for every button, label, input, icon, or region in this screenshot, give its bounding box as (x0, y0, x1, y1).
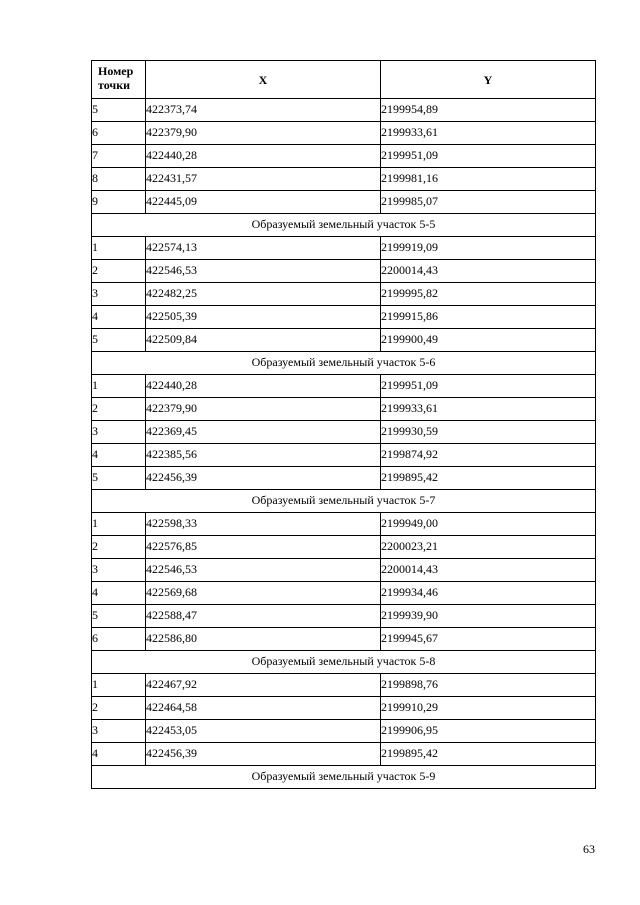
x-coordinate-cell: 422373,74 (146, 99, 381, 122)
point-number-cell: 8 (92, 168, 146, 191)
x-coordinate-cell: 422588,47 (146, 605, 381, 628)
y-coordinate-cell: 2199951,09 (381, 375, 596, 398)
table-row (92, 260, 596, 283)
x-coordinate-cell: 422576,85 (146, 536, 381, 559)
table-row (92, 329, 596, 352)
y-coordinate-cell: 2199919,09 (381, 237, 596, 260)
point-number-cell: 3 (92, 559, 146, 582)
point-number-cell: 6 (92, 122, 146, 145)
section-title: Образуемый земельный участок 5-9 (92, 766, 596, 789)
table-row (92, 743, 596, 766)
y-coordinate-cell: 2199949,00 (381, 513, 596, 536)
point-number-cell: 4 (92, 444, 146, 467)
point-number-cell: 6 (92, 628, 146, 651)
point-number-cell: 3 (92, 720, 146, 743)
point-number-cell: 5 (92, 329, 146, 352)
x-coordinate-cell: 422431,57 (146, 168, 381, 191)
x-coordinate-cell: 422482,25 (146, 283, 381, 306)
y-coordinate-cell: 2200014,43 (381, 260, 596, 283)
x-coordinate-cell: 422509,84 (146, 329, 381, 352)
table-row (92, 628, 596, 651)
table-row (92, 697, 596, 720)
x-coordinate-cell: 422379,90 (146, 122, 381, 145)
table-row (92, 145, 596, 168)
table-row (92, 283, 596, 306)
table-row (92, 536, 596, 559)
x-coordinate-cell: 422569,68 (146, 582, 381, 605)
y-coordinate-cell: 2199898,76 (381, 674, 596, 697)
table-row (92, 444, 596, 467)
table-row (92, 122, 596, 145)
y-coordinate-cell: 2199981,16 (381, 168, 596, 191)
point-number-cell: 3 (92, 283, 146, 306)
point-number-cell: 9 (92, 191, 146, 214)
section-title: Образуемый земельный участок 5-8 (92, 651, 596, 674)
table-row (92, 582, 596, 605)
x-coordinate-cell: 422546,53 (146, 559, 381, 582)
table-row (92, 168, 596, 191)
section-row (92, 651, 596, 674)
y-coordinate-cell: 2199933,61 (381, 398, 596, 421)
coordinates-table (91, 60, 596, 789)
x-coordinate-cell: 422385,56 (146, 444, 381, 467)
y-coordinate-cell: 2199954,89 (381, 99, 596, 122)
table-body (92, 99, 596, 789)
table-row (92, 674, 596, 697)
x-coordinate-cell: 422574,13 (146, 237, 381, 260)
point-number-cell: 1 (92, 375, 146, 398)
table-row (92, 559, 596, 582)
x-coordinate-cell: 422440,28 (146, 375, 381, 398)
y-coordinate-cell: 2199995,82 (381, 283, 596, 306)
y-coordinate-cell: 2199895,42 (381, 467, 596, 490)
point-number-cell: 1 (92, 674, 146, 697)
header-point-number: Номер точки (92, 61, 146, 99)
table-row (92, 306, 596, 329)
point-number-cell: 1 (92, 513, 146, 536)
table-row (92, 605, 596, 628)
point-number-cell: 1 (92, 237, 146, 260)
section-title: Образуемый земельный участок 5-6 (92, 352, 596, 375)
section-title: Образуемый земельный участок 5-5 (92, 214, 596, 237)
table-row (92, 720, 596, 743)
x-coordinate-cell: 422464,58 (146, 697, 381, 720)
y-coordinate-cell: 2200023,21 (381, 536, 596, 559)
table-row (92, 421, 596, 444)
table-row (92, 375, 596, 398)
x-coordinate-cell: 422467,92 (146, 674, 381, 697)
y-coordinate-cell: 2199930,59 (381, 421, 596, 444)
point-number-cell: 4 (92, 743, 146, 766)
point-number-cell: 4 (92, 582, 146, 605)
page-number: 63 (583, 842, 595, 856)
y-coordinate-cell: 2199900,49 (381, 329, 596, 352)
x-coordinate-cell: 422453,05 (146, 720, 381, 743)
table-row (92, 237, 596, 260)
y-coordinate-cell: 2199985,07 (381, 191, 596, 214)
header-x: X (146, 61, 381, 99)
y-coordinate-cell: 2199874,92 (381, 444, 596, 467)
y-coordinate-cell: 2199906,95 (381, 720, 596, 743)
y-coordinate-cell: 2199934,46 (381, 582, 596, 605)
y-coordinate-cell: 2199933,61 (381, 122, 596, 145)
y-coordinate-cell: 2199895,42 (381, 743, 596, 766)
section-row (92, 766, 596, 789)
point-number-cell: 5 (92, 99, 146, 122)
x-coordinate-cell: 422505,39 (146, 306, 381, 329)
x-coordinate-cell: 422546,53 (146, 260, 381, 283)
y-coordinate-cell: 2199910,29 (381, 697, 596, 720)
table-row (92, 398, 596, 421)
y-coordinate-cell: 2199951,09 (381, 145, 596, 168)
x-coordinate-cell: 422456,39 (146, 467, 381, 490)
table-row (92, 191, 596, 214)
x-coordinate-cell: 422598,33 (146, 513, 381, 536)
table-row (92, 513, 596, 536)
table-row (92, 99, 596, 122)
x-coordinate-cell: 422440,28 (146, 145, 381, 168)
table-header-row (92, 61, 596, 99)
point-number-cell: 2 (92, 260, 146, 283)
point-number-cell: 2 (92, 536, 146, 559)
point-number-cell: 5 (92, 605, 146, 628)
point-number-cell: 3 (92, 421, 146, 444)
section-title: Образуемый земельный участок 5-7 (92, 490, 596, 513)
x-coordinate-cell: 422379,90 (146, 398, 381, 421)
section-row (92, 214, 596, 237)
point-number-cell: 7 (92, 145, 146, 168)
x-coordinate-cell: 422456,39 (146, 743, 381, 766)
point-number-cell: 5 (92, 467, 146, 490)
point-number-cell: 4 (92, 306, 146, 329)
y-coordinate-cell: 2200014,43 (381, 559, 596, 582)
table-row (92, 467, 596, 490)
y-coordinate-cell: 2199945,67 (381, 628, 596, 651)
section-row (92, 352, 596, 375)
section-row (92, 490, 596, 513)
y-coordinate-cell: 2199939,90 (381, 605, 596, 628)
point-number-cell: 2 (92, 697, 146, 720)
x-coordinate-cell: 422586,80 (146, 628, 381, 651)
x-coordinate-cell: 422445,09 (146, 191, 381, 214)
header-y: Y (381, 61, 596, 99)
y-coordinate-cell: 2199915,86 (381, 306, 596, 329)
point-number-cell: 2 (92, 398, 146, 421)
x-coordinate-cell: 422369,45 (146, 421, 381, 444)
